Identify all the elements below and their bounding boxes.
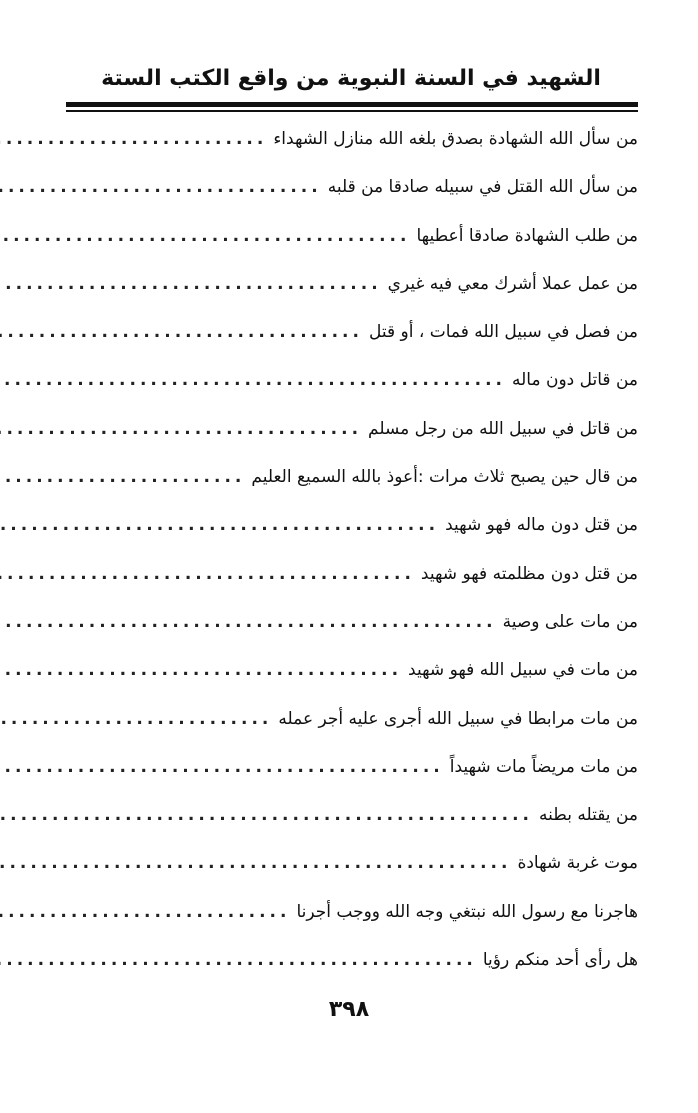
index-entry-text: من فصل في سبيل الله فمات ، أو قتل xyxy=(368,322,638,343)
index-entry xyxy=(66,504,638,552)
index-entry xyxy=(66,456,638,504)
dot-leader xyxy=(0,891,290,933)
index-entry-text: من مات في سبيل الله فهو شهيد xyxy=(408,660,638,681)
dot-leader xyxy=(0,939,477,981)
dot-leader xyxy=(0,359,506,401)
dot-leader xyxy=(0,456,245,498)
index-entry xyxy=(66,553,638,601)
index-entry-text: من قال حين يصبح ثلاث مرات :أعوذ بالله السميع العليم xyxy=(251,467,638,488)
dot-leader xyxy=(0,746,444,788)
index-entry xyxy=(66,408,638,456)
index-entry-text: من قاتل دون ماله xyxy=(511,370,638,391)
index-entry-text: من قاتل في سبيل الله من رجل مسلم xyxy=(368,418,638,439)
index-entry-text: من طلب الشهادة صادقا أعطيها xyxy=(416,225,638,246)
dot-leader xyxy=(0,842,511,884)
dot-leader xyxy=(0,215,410,257)
dot-leader xyxy=(0,263,382,305)
dot-leader xyxy=(0,698,272,740)
index-entry-text: من يقتله بطنه xyxy=(539,805,638,826)
index-entry xyxy=(66,311,638,359)
index-entry xyxy=(66,842,638,890)
page-number: ٣٩٨ xyxy=(328,997,370,1022)
index-entry xyxy=(66,118,638,166)
index-entry xyxy=(66,359,638,407)
index-entry-list xyxy=(66,118,638,987)
running-header-title: الشهيد في السنة النبوية من واقع الكتب الستة xyxy=(101,66,601,91)
index-entry-text: هل رأى أحد منكم رؤيا xyxy=(482,950,638,971)
index-entry-text: من مات مريضاً مات شهيداً xyxy=(449,756,638,777)
index-entry xyxy=(66,649,638,697)
dot-leader xyxy=(0,553,415,595)
header-rule-thin xyxy=(66,110,638,112)
dot-leader xyxy=(0,408,362,450)
dot-leader xyxy=(0,118,267,160)
index-entry-text: من عمل عملا أشرك معي فيه غيري xyxy=(387,273,638,294)
index-entry xyxy=(66,601,638,649)
index-entry xyxy=(66,891,638,939)
index-entry xyxy=(66,746,638,794)
dot-leader xyxy=(0,311,363,353)
index-entry-text: من سأل الله القتل في سبيله صادقا من قلبه xyxy=(327,177,638,198)
index-entry-text: موت غربة شهادة xyxy=(517,853,638,874)
index-entry xyxy=(66,215,638,263)
index-entry xyxy=(66,794,638,842)
index-entry xyxy=(66,698,638,746)
index-entry-text: من قتل دون ماله فهو شهيد xyxy=(445,515,638,536)
index-entry-text: من مات مرابطا في سبيل الله أجرى عليه أجر عمله xyxy=(278,708,638,729)
index-entry xyxy=(66,263,638,311)
dot-leader xyxy=(0,649,402,691)
index-entry xyxy=(66,166,638,214)
index-entry-text: من قتل دون مظلمته فهو شهيد xyxy=(420,563,638,584)
dot-leader xyxy=(0,794,533,836)
dot-leader xyxy=(0,601,497,643)
index-entry-text: هاجرنا مع رسول الله نبتغي وجه الله ووجب أجرنا xyxy=(296,901,638,922)
index-entry-text: من سأل الله الشهادة بصدق بلغه الله منازل الشهداء xyxy=(273,129,638,149)
header-rule-thick xyxy=(66,102,638,107)
index-entry xyxy=(66,939,638,987)
index-entry-text: من مات على وصية xyxy=(502,611,638,632)
dot-leader xyxy=(0,166,322,208)
dot-leader xyxy=(0,504,439,546)
